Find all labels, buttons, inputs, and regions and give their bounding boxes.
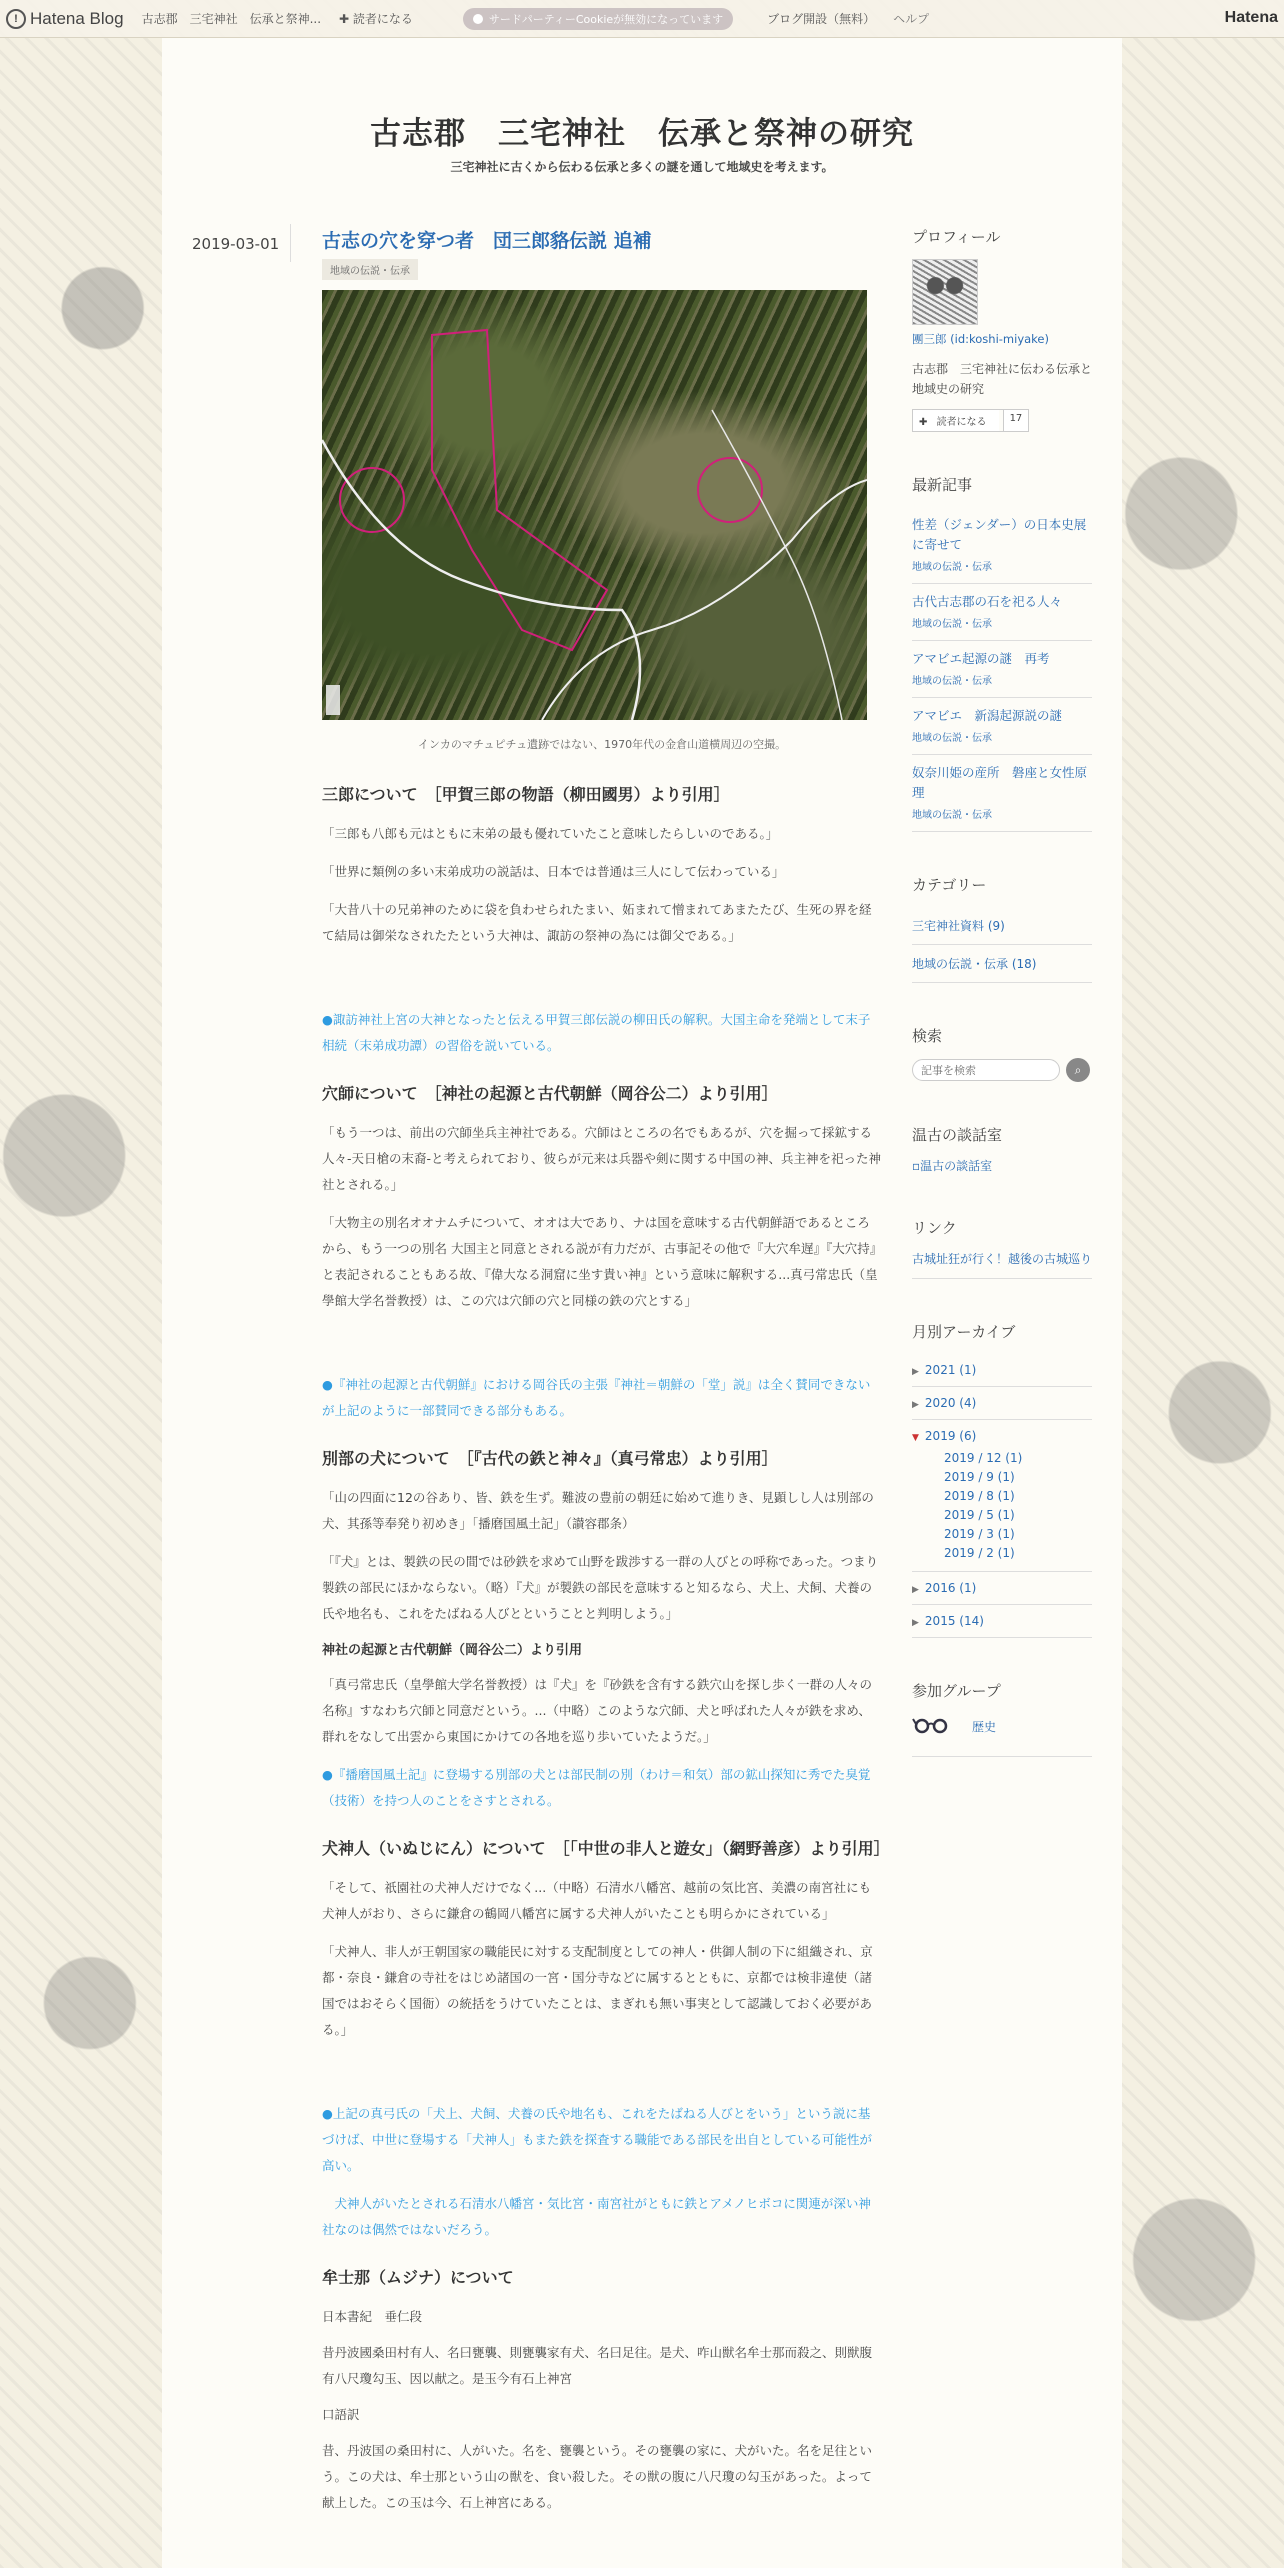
profile-avatar[interactable] xyxy=(912,259,978,325)
categories-heading: カテゴリー xyxy=(912,876,987,894)
search-input[interactable] xyxy=(912,1059,1060,1081)
recent-entry-category[interactable]: 地域の伝説・伝承 xyxy=(912,619,992,630)
archive-year-expanded[interactable] xyxy=(912,1420,1092,1445)
archive-year[interactable] xyxy=(912,1387,1092,1420)
onko-heading: 温古の談話室 xyxy=(912,1126,1003,1144)
spacer xyxy=(322,961,882,995)
commentary-note: ●上記の真弓氏の「犬上、犬飼、犬養の氏や地名も、これをたばねる人びとをいう」という説に基づけば、中世に登場する「犬神人」もまた鉄を探査する職能である部民を出自としている可能性が高い。 xyxy=(322,2106,873,2173)
archive-month-link[interactable]: 2019 / 3 (1) xyxy=(944,1527,1015,1541)
archive-month-link[interactable]: 2019 / 2 (1) xyxy=(944,1546,1015,1560)
profile-module xyxy=(912,226,1092,432)
profile-name-link[interactable]: 團三郎 (id:koshi-miyake) xyxy=(912,332,1049,346)
archive-year-label[interactable]: 2016 (1) xyxy=(924,1581,977,1595)
entry-title[interactable]: 古志の穴を穿つ者 団三郎貉伝説 追補 xyxy=(322,230,652,252)
start-blog-link[interactable]: ブログ開設（無料） xyxy=(767,12,876,26)
external-link[interactable]: 古城址狂が行く！越後の古城巡り xyxy=(912,1250,1092,1279)
commentary-note: ●諏訪神社上宮の大神となったと伝える甲賀三郎伝説の柳田氏の解釈。大国主命を発端として末子相続（末弟成功譚）の習俗を説いている。 xyxy=(322,1012,871,1053)
quote: 「世界に類例の多い末弟成功の説話は、日本では普通は三人にして伝わっている」 xyxy=(322,864,785,879)
search-form xyxy=(912,1058,1092,1082)
commentary-note: 犬神人がいたとされる石清水八幡宮・気比宮・南宮社がともに鉄とアメノヒボコに関連が深い神社なのは偶然ではないだろう。 xyxy=(322,2196,871,2237)
quote: 「山の四面に12の谷あり、皆、鉄を生ず。難波の豊前の朝廷に始めて進りき、見顕しし人は別部の犬、其孫等奉発り初めき」「播磨国風土記」（讃容郡条） xyxy=(322,1490,874,1531)
blog-title-link[interactable]: 古志郡 三宅神社 伝承と祭神... xyxy=(141,12,322,26)
entry-date[interactable]: 2019-03-01 xyxy=(192,235,280,253)
spacer xyxy=(322,1326,882,1360)
recent-entry[interactable] xyxy=(912,641,1092,698)
blog-title[interactable]: 古志郡 三宅神社 伝承と祭神の研究 xyxy=(370,116,914,152)
commentary-note: ●『神社の起源と古代朝鮮』における岡谷氏の主張『神社＝朝鮮の「堂」説』は全く賛同できないが上記のように一部賛同できる部分もある。 xyxy=(322,1377,871,1418)
text-line: 口語訳 xyxy=(322,2407,360,2422)
quote: 「そして、祇園社の犬神人だけでなく...（中略）石清水八幡宮、越前の気比宮、美濃の南宮社にも犬神人がおり、さらに鎌倉の鶴岡八幡宮に属する犬神人がいたことも明らかにされている」 xyxy=(322,1880,872,1921)
quote: 「真弓常忠氏（皇學館大学名誉教授）は『犬』を『砂鉄を含有する鉄穴山を探し歩く一群の人々の名称』すなわち穴師と同意だという。...（中略）このような穴師、犬と呼ばれた人々が鉄を求め、群れをなして出雲から東国にかけての各地を巡り歩いていたようだ。」 xyxy=(322,1677,873,1744)
archive-month-link[interactable]: 2019 / 5 (1) xyxy=(944,1508,1015,1522)
archive-year-label[interactable]: 2019 (6) xyxy=(924,1429,977,1443)
recent-entry-title[interactable]: アマビエ起源の謎 再考 xyxy=(912,651,1050,666)
section-heading-inujinin: 犬神人（いぬじにん）について ［「中世の非人と遊女」（網野善彦）より引用］ xyxy=(322,1839,890,1858)
groups-module xyxy=(912,1680,1092,1757)
subscribe-label-text: 読者になる xyxy=(931,414,993,431)
archive-month-link[interactable]: 2019 / 8 (1) xyxy=(944,1489,1015,1503)
section-heading-anashi: 穴師について ［神社の起源と古代朝鮮（岡谷公二）より引用］ xyxy=(322,1084,778,1103)
entry-content xyxy=(322,226,890,2526)
commentary-note: ●『播磨国風土記』に登場する別部の犬とは部民制の別（わけ＝和気）部の鉱山探知に秀でた臭覚（技術）を持つ人のことをさすとされる。 xyxy=(322,1767,871,1808)
subscriber-count: 17 xyxy=(1003,410,1029,431)
header-reader-label: 読者になる xyxy=(352,12,413,26)
blog-container xyxy=(162,38,1122,2568)
text-line: 昔丹波國桑田村有人、名曰甕襲、則甕襲家有犬、名曰足往。是犬、咋山獣名牟士那而殺之、則獣腹有八尺瓊勾玉、因以献之。是玉今有石上神宮 xyxy=(322,2345,873,2386)
recent-entry-title[interactable]: アマビエ 新潟起源説の謎 xyxy=(912,708,1063,723)
recent-entry-title[interactable]: 奴奈川姫の産所 磐座と女性原理 xyxy=(912,765,1088,800)
section-heading-mujina: 牟士那（ムジナ）について xyxy=(322,2268,514,2287)
quote: 「犬神人、非人が王朝国家の職能民に対する支配制度としての神人・供御人制の下に組織され、京都・奈良・鎌倉の寺社をはじめ諸国の一宮・国分寺などに属するとともに、京都では検非違使（諸国ではおそらく国衙）の統括をうけていたことは、まぎれも無い事実として認識しておく必要がある。」 xyxy=(322,1944,873,2037)
blog-description: 三宅神社に古くから伝わる伝承と多くの謎を通して地域史を考えます。 xyxy=(450,160,834,174)
recent-entry-category[interactable]: 地域の伝説・伝承 xyxy=(912,676,992,687)
onko-image-alt: 温古の談話室 xyxy=(920,1159,993,1173)
quote: 「三郎も八郎も元はともに末弟の最も優れていたこと意味したらしいのである。」 xyxy=(322,826,779,841)
section-heading-wakebe-inu: 別部の犬について ［『古代の鉄と神々』（真弓常忠）より引用］ xyxy=(322,1449,778,1468)
text-line: 昔、丹波国の桑田村に、人がいた。名を、甕襲という。その甕襲の家に、犬がいた。名を足往という。この犬は、牟士那という山の獣を、食い殺した。その獣の腹に八尺瓊の勾玉があった。よって献上した。この玉は今、石上神宮にある。 xyxy=(322,2443,873,2510)
category-link[interactable]: 三宅神社資料 (9) xyxy=(912,907,1092,945)
onko-image-link[interactable]: ▫温古の談話室 xyxy=(912,1159,993,1173)
hatena-brand-link[interactable]: Hatena xyxy=(1224,9,1278,26)
spacer xyxy=(322,2055,882,2089)
archive-year[interactable] xyxy=(912,1572,1092,1605)
subscribe-button[interactable] xyxy=(912,409,1029,432)
chevron-right-icon: ▶ xyxy=(912,1367,919,1377)
archive-module xyxy=(912,1321,1092,1638)
date-divider xyxy=(290,224,291,262)
chevron-right-icon: ▶ xyxy=(912,1585,919,1595)
subscribe-label: ✚ 読者になる xyxy=(913,410,999,431)
search-module xyxy=(912,1025,1092,1082)
search-icon[interactable]: ⌕ xyxy=(1066,1058,1090,1082)
chevron-right-icon: ▶ xyxy=(912,1618,919,1628)
recent-entry-category[interactable]: 地域の伝説・伝承 xyxy=(912,562,992,573)
hatena-blog-logo-text: Hatena Blog xyxy=(30,8,124,28)
hatena-logo-icon: ! xyxy=(6,9,26,29)
recent-entry[interactable] xyxy=(912,584,1092,641)
aerial-photo xyxy=(322,290,867,720)
cookie-warning-badge[interactable] xyxy=(463,8,733,30)
photo-caption: インカのマチュピチュ遺跡ではない、1970年代の金倉山道横周辺の空撮。 xyxy=(417,738,787,751)
profile-heading: プロフィール xyxy=(912,228,1001,246)
recent-entry[interactable] xyxy=(912,507,1092,584)
hatena-blog-logo[interactable] xyxy=(6,9,124,29)
header-reader-button[interactable]: ✚ 読者になる xyxy=(339,12,413,26)
cookie-warning-text: サードパーティーCookieが無効になっています xyxy=(488,12,724,26)
groups-heading: 参加グループ xyxy=(912,1682,1001,1700)
quote: 「もう一つは、前出の穴師坐兵主神社である。穴師はところの名でもあるが、穴を掘って採鉱する人々-天日槍の末裔-と考えられており、彼らが元来は兵器や剣に関する中国の神、兵主神を祀った神社とされる。」 xyxy=(322,1125,882,1192)
recent-entry[interactable] xyxy=(912,755,1092,832)
hatena-global-header xyxy=(0,0,1284,38)
glasses-icon xyxy=(912,1713,952,1740)
chevron-down-icon: ▼ xyxy=(912,1433,919,1443)
aerial-photo-overlay xyxy=(322,290,867,720)
archive-year[interactable] xyxy=(912,1354,1092,1387)
archive-year-label[interactable]: 2015 (14) xyxy=(924,1614,984,1628)
chevron-right-icon: ▶ xyxy=(912,1400,919,1410)
entry-category-badge[interactable]: 地域の伝説・伝承 xyxy=(322,259,418,280)
quote: 「『犬』とは、製鉄の民の間では砂鉄を求めて山野を跋渉する一群の人びとの呼称であった。つまり製鉄の部民にほかならない。（略）『犬』が製鉄の部民を意味すると知るなら、犬上、犬飼、犬養の氏や地名も、これをたばねる人びとということと判明しよう。」 xyxy=(322,1554,879,1621)
archive-month-link[interactable]: 2019 / 9 (1) xyxy=(944,1470,1015,1484)
recent-heading: 最新記事 xyxy=(912,476,973,494)
recent-entries-module xyxy=(912,474,1092,832)
subsection-heading: 神社の起源と古代朝鮮（岡谷公二）より引用 xyxy=(322,1643,583,1658)
archive-month-link[interactable]: 2019 / 12 (1) xyxy=(944,1451,1023,1465)
quote: 「大昔八十の兄弟神のために袋を負わせられたまい、妬まれて憎まれてあまたたび、生死の界を経て結局は御栄なされたたという大神は、諏訪の祭神の為には御父である。」 xyxy=(322,902,872,943)
categories-module xyxy=(912,874,1092,983)
recent-entry-category[interactable]: 地域の伝説・伝承 xyxy=(912,733,992,744)
archive-months xyxy=(912,1445,1092,1572)
help-link[interactable]: ヘルプ xyxy=(893,12,930,26)
recent-entry[interactable] xyxy=(912,698,1092,755)
recent-entry-title[interactable]: 古代古志郡の石を祀る人々 xyxy=(912,594,1063,609)
archive-heading: 月別アーカイブ xyxy=(912,1323,1016,1341)
archive-year-label[interactable]: 2021 (1) xyxy=(924,1363,977,1377)
onko-module xyxy=(912,1124,1092,1175)
sidebar xyxy=(912,226,1092,1799)
group-link[interactable]: 歴史 xyxy=(972,1719,997,1734)
links-heading: リンク xyxy=(912,1219,957,1237)
group-item[interactable] xyxy=(912,1713,1092,1757)
profile-description: 古志郡 三宅神社に伝わる伝承と地域史の研究 xyxy=(912,362,1093,396)
section-heading-saburo: 三郎について ［甲賀三郎の物語（柳田國男）より引用］ xyxy=(322,785,730,804)
recent-entry-category[interactable]: 地域の伝説・伝承 xyxy=(912,810,992,821)
search-heading: 検索 xyxy=(912,1027,943,1045)
recent-entry-title[interactable]: 性差（ジェンダー）の日本史展に寄せて xyxy=(912,517,1087,552)
archive-year[interactable] xyxy=(912,1605,1092,1638)
category-link[interactable]: 地域の伝説・伝承 (18) xyxy=(912,945,1092,983)
cookie-info-icon xyxy=(473,14,483,24)
text-line: 日本書紀 垂仁段 xyxy=(322,2309,423,2324)
archive-year-label[interactable]: 2020 (4) xyxy=(924,1396,977,1410)
quote: 「大物主の別名オオナムチについて、オオは大であり、ナは国を意味する古代朝鮮語であるところから、もう一つの別名 大国主と同意とされる説が有力だが、古事記その他で『大穴牟遅』『大穴持』と表記されることもある故、『偉大なる洞窟に坐す貴い神』という意味に解釈する...真弓常忠氏（皇學館大学名誉教授）は、この穴は穴師の穴と同様の鉄の穴とする」 xyxy=(322,1215,878,1308)
links-module xyxy=(912,1217,1092,1279)
